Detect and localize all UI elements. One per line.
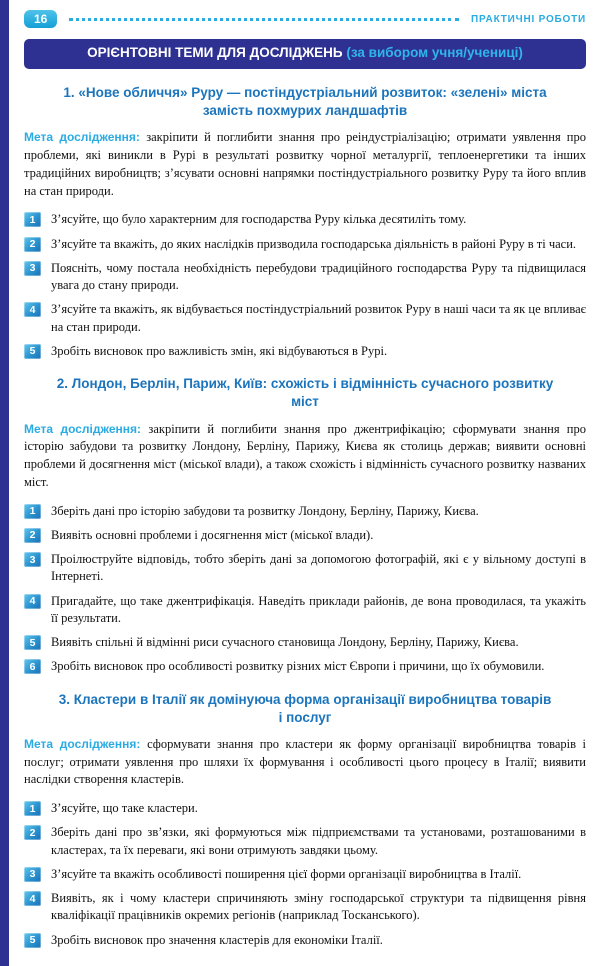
page-number-badge: 16 (24, 10, 57, 28)
task-text: Зберіть дані про історію забудови та розвитку Лондону, Берліну, Парижу, Києва. (51, 503, 479, 518)
goal-label: Мета дослідження: (24, 736, 148, 751)
research-goal (24, 129, 586, 200)
section-1 (24, 84, 586, 360)
task-number-badge: 4 (24, 594, 41, 609)
task-number-badge: 2 (24, 825, 41, 840)
goal-text: закріпити й поглибити знання про реіндустріалізацію; отримати уявлення про проблеми, які виникли в Рурі в результаті розвитку чорної металургії, теплоенергетики та інших традиційних виробництв; з’ясувати основні напрямки постіндустріального розвитку Руру та його вплив на стан природи. (24, 130, 586, 198)
task-item (24, 260, 586, 295)
research-goal (24, 421, 586, 492)
task-item (24, 890, 586, 925)
task-number-badge: 5 (24, 635, 41, 650)
task-number-badge: 3 (24, 552, 41, 567)
task-item (24, 932, 586, 949)
task-text: Виявіть спільні й відмінні риси сучасного становища Лондону, Берліну, Парижу, Києва. (51, 635, 519, 649)
banner-subtitle: (за вибором учня/учениці) (346, 45, 523, 60)
section-3 (24, 691, 586, 949)
goal-text: закріпити й поглибити знання про джентрифікацію; сформувати знання про історію забудови та розвитку Лондону, Берліну, Парижу, Києва як столиць держав; виявити основні проблеми й досягнення міст (міської влади), а також схожість і відмінність сучасного розвитку названих міст. (24, 421, 586, 489)
running-head: ПРАКТИЧНІ РОБОТИ (470, 13, 586, 25)
task-item (24, 211, 586, 228)
section-title: 3. Кластери в Італії як домінуюча форма організації виробництва товарів і послуг (58, 691, 552, 725)
task-text: З’ясуйте, що було характерним для господарства Руру кілька десятиліть тому. (51, 212, 467, 227)
goal-label: Мета дослідження: (24, 421, 149, 436)
task-text: З’ясуйте, що таке кластери. (51, 801, 198, 816)
task-number-badge: 5 (24, 344, 41, 359)
task-item (24, 593, 586, 628)
task-text: Проілюструйте відповідь, тобто зберіть дані за допомогою фотографій, які є у вільному доступі в Інтернеті. (51, 552, 586, 584)
task-text: Виявіть основні проблеми і досягнення міст (міської влади). (51, 527, 374, 542)
research-goal (24, 736, 586, 789)
task-number-badge: 1 (24, 504, 41, 519)
task-item (24, 658, 586, 675)
task-item (24, 301, 586, 336)
section-title: 2. Лондон, Берлін, Париж, Київ: схожість і відмінність сучасного розвитку міст (56, 376, 554, 410)
task-item (24, 866, 586, 883)
task-text: Зробіть висновок про важливість змін, які відбуваються в Рурі. (51, 343, 388, 358)
task-number-badge: 1 (24, 801, 41, 816)
task-text: З’ясуйте та вкажіть, до яких наслідків призводила господарська діяльність в районі Руру в ті часи. (51, 236, 577, 251)
task-item (24, 236, 586, 253)
task-number-badge: 4 (24, 302, 41, 317)
section-title: 1. «Нове обличчя» Руру — постіндустріальний розвиток: «зелені» міста замість похмурих ландшафтів (63, 84, 547, 119)
task-number-badge: 2 (24, 528, 41, 543)
task-text: Зберіть дані про зв’язки, які формуються між підприємствами та установами, розташованими в кластерах, та їх переваги, які вони отримують завдяки цьому. (51, 825, 586, 857)
task-item (24, 551, 586, 586)
task-list (24, 211, 586, 360)
task-text: Пригадайте, що таке джентрифікація. Наведіть приклади районів, де вона проводилася, та укажіть її результати. (51, 593, 586, 625)
task-list (24, 503, 586, 676)
task-text: Виявіть, як і чому кластери спричиняють зміну господарської структури та підвищення рівня кваліфікації працівників окремих регіонів (наприклад Тосканського). (51, 891, 586, 923)
dotted-rule (69, 18, 459, 21)
task-text: Зробіть висновок про особливості розвитку різних міст Європи і причини, що їх обумовили. (51, 659, 545, 674)
task-text: Поясніть, чому постала необхідність перебудови традиційного господарства Руру та підвищилася увага до стану природи. (51, 260, 586, 293)
task-list (24, 800, 586, 949)
task-text: З’ясуйте та вкажіть особливості поширення цієї форми організації виробництва в Італії. (51, 866, 522, 881)
task-number-badge: 3 (24, 867, 41, 882)
task-number-badge: 2 (24, 237, 41, 252)
task-item (24, 800, 586, 817)
task-item (24, 824, 586, 859)
task-text: Зробіть висновок про значення кластерів для економіки Італії. (51, 932, 383, 947)
task-item (24, 343, 586, 360)
goal-text: сформувати знання про кластери як форму організації виробництва товарів і послуг; отримати уявлення про шляхи їх формування і особливості цього процесу в Італії; виявити наслідки створення кластерів. (24, 736, 586, 787)
banner-title: ОРІЄНТОВНІ ТЕМИ ДЛЯ ДОСЛІДЖЕНЬ (87, 45, 347, 60)
task-item (24, 503, 586, 520)
task-number-badge: 4 (24, 891, 41, 906)
task-number-badge: 3 (24, 261, 41, 276)
task-item (24, 634, 586, 651)
page-header (24, 10, 586, 28)
topics-banner (24, 39, 586, 69)
task-number-badge: 1 (24, 212, 41, 227)
task-number-badge: 6 (24, 659, 41, 674)
task-number-badge: 5 (24, 933, 41, 948)
task-item (24, 527, 586, 544)
task-text: З’ясуйте та вкажіть, як відбувається постіндустріальний розвиток Руру в наші часи та як це впливає на стан природи. (51, 302, 586, 334)
section-2 (24, 375, 586, 675)
goal-label: Мета дослідження: (24, 130, 147, 145)
